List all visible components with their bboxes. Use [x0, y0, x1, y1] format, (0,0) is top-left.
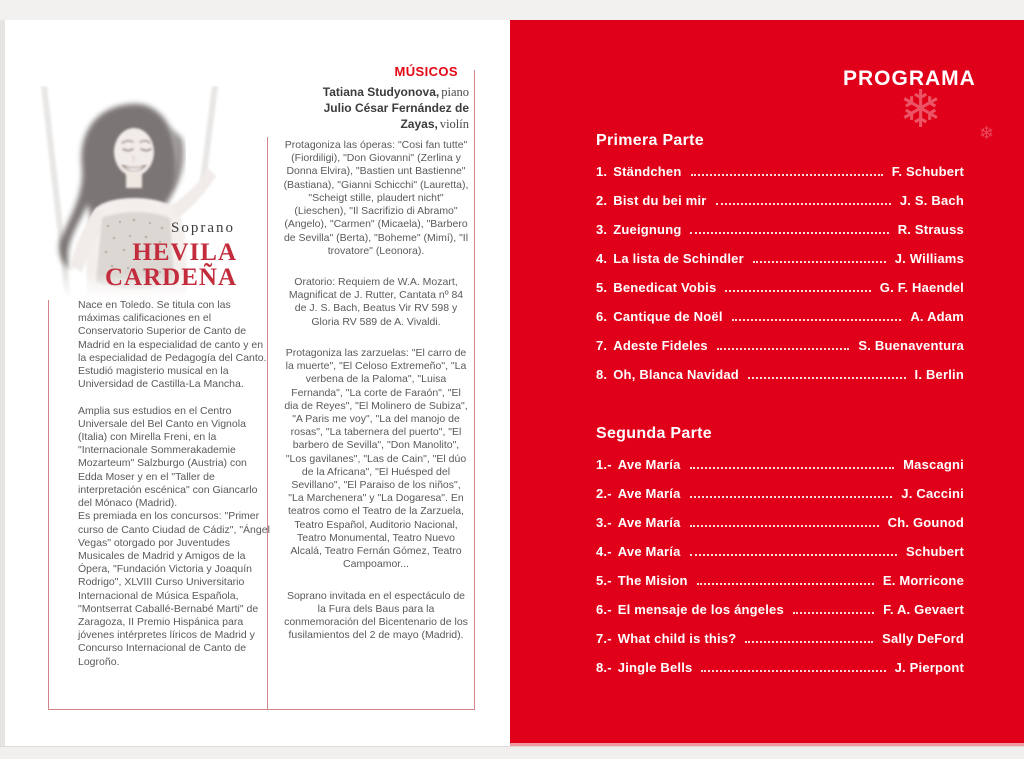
item-composer: F. A. Gevaert: [883, 602, 964, 617]
performer-instrument: violín: [439, 117, 469, 131]
musicians-heading: MÚSICOS: [394, 64, 458, 79]
divider-bio-left: [48, 300, 49, 709]
scan-margin-bottom: [0, 746, 1024, 759]
dotted-leader: [745, 641, 873, 643]
item-title: Cantique de Noël: [613, 309, 723, 324]
dotted-leader: [793, 612, 874, 614]
bio-paragraph: Nace en Toledo. Se titula con las máximas calificaciones en el Conservatorio Superior de Canto de Madrid en la especialidad de canto y en la especialidad de Pedagogía del Canto. Estudió magisterio musical en la Universidad de Castilla-La Mancha.: [78, 299, 267, 391]
section-heading: Primera Parte: [596, 132, 704, 149]
bio-paragraph: Es premiada en los concursos: "Primer curso de Canto Ciudad de Cádiz", "Ángel Vegas" otorgado por Juventudes Musicales de Madrid y Amigos de la Ópera, "Fundación Victoria y Joaquín Rodrigo", XLVIII Curso Universitario Internacional de Música Española, "Montserrat Caballé-Bernabé Marti" de Zaragoza, II Premio Hispánica para jóvenes intérpretes líricos de Madrid y Concurso Internacional de Canto de Logroño.: [78, 510, 270, 668]
item-number: 2.-: [596, 486, 612, 501]
repertoire-paragraph: Protagoniza las óperas: "Cosi fan tutte" (Fiordiligi), "Don Giovanni" (Zerlina y Donna Elvira), "Bastien unt Bastienne" (Bastiana), "Gianni Schicchi" (Lauretta), "Scheigt stille, plaudert nicht" (Lieschen), "Il Sacrifizio di Abramo" (Angelo), "Carmen" (Micaela), "Barbero de Sevilla" (Berta), "Boheme" (Mimí), "Il trovatore" (Leonora).: [283, 139, 469, 257]
item-number: 2.: [596, 193, 608, 208]
program-item: [596, 223, 964, 237]
item-composer: J. Williams: [894, 251, 964, 266]
item-number: 1.-: [596, 457, 612, 472]
program-item-list: [596, 458, 964, 675]
item-number: 8.: [596, 367, 608, 382]
performer-name: Julio César Fernández de Zayas,: [323, 101, 469, 131]
dotted-leader: [748, 377, 906, 379]
program-item: [596, 281, 964, 295]
dotted-leader: [690, 496, 893, 498]
item-composer: G. F. Haendel: [879, 280, 964, 295]
performer: [283, 100, 469, 132]
item-composer: A. Adam: [910, 309, 964, 324]
item-number: 1.: [596, 164, 608, 179]
artist-name-line2: CARDEÑA: [105, 264, 237, 291]
snowflake-icon: ❄: [979, 123, 995, 144]
dotted-leader: [732, 319, 902, 321]
item-composer: S. Buenaventura: [858, 338, 964, 353]
item-number: 8.-: [596, 660, 612, 675]
item-composer: Mascagni: [903, 457, 964, 472]
divider-bottom: [48, 709, 475, 710]
program-section-primera: [596, 131, 964, 382]
dotted-leader: [690, 525, 879, 527]
program-item: [596, 458, 964, 472]
item-number: 5.-: [596, 573, 612, 588]
program-item: [596, 574, 964, 588]
item-composer: I. Berlin: [914, 367, 964, 382]
item-title: Ave María: [617, 457, 681, 472]
item-title: Benedicat Vobis: [613, 280, 717, 295]
artist-name-line1: HEVILA: [132, 239, 237, 266]
item-composer: E. Morricone: [882, 573, 964, 588]
repertoire-paragraph: Oratorio: Requiem de W.A. Mozart, Magnificat de J. Rutter, Cantata nº 84 de J. S. Bach, Beatus Vir RV 598 y Gloria RV 589 de A. Vivaldi.: [288, 275, 464, 328]
item-number: 3.: [596, 222, 608, 237]
item-title: What child is this?: [617, 631, 737, 646]
performer-name: Tatiana Studyonova,: [322, 85, 440, 99]
bio-paragraph: Amplia sus estudios en el Centro Universale del Bel Canto en Vignola (Italia) con Mirella Freni, en la "Internacionale Sommerakademie Mozarteum" Salzburgo (Austria) con Edda Moser y en el "Taller de interpretación escénica" con Giancarlo del Mónaco (Madrid).: [78, 404, 258, 510]
item-title: Bist du bei mir: [613, 193, 707, 208]
repertoire-paragraph: Protagoniza las zarzuelas: "El carro de la muerte", "El Celoso Extremeño", "La verbena de la Paloma", "Luisa Fernanda", "La corte de Faraón", "El dia de Reyes", "El Molinero de Subiza", "A Paris me voy", "La del manojo de rosas", "La tabernera del puerto", "El barbero de Sevilla", "Don Manolito", "Los gavilanes", "Las de Cain", "El dúo de la Africana", "El Huésped del Sevillano", "El Paraiso de los niños", "La Marchenera" y "La Dogaresa". En teatros como el Teatro de la Zarzuela, Teatro Español, Auditorio Nacional, Teatro Monumental, Teatro Nuevo Alcalá, Teatro Fernán Gómez, Teatro Campoamor...: [284, 346, 468, 571]
bio-column: [78, 299, 270, 669]
item-composer: J. Pierpont: [894, 660, 964, 675]
program-item: [596, 661, 964, 675]
item-composer: R. Strauss: [897, 222, 964, 237]
program-section-segunda: [596, 424, 964, 675]
item-composer: Schubert: [906, 544, 964, 559]
item-composer: J. S. Bach: [899, 193, 964, 208]
dotted-leader: [717, 348, 850, 350]
section-heading: Segunda Parte: [596, 425, 712, 442]
dotted-leader: [701, 670, 885, 672]
item-title: Jingle Bells: [617, 660, 693, 675]
item-composer: Ch. Gounod: [887, 515, 964, 530]
item-title: Ave María: [617, 544, 681, 559]
repertoire-paragraph: Soprano invitada en el espectáculo de la Fura dels Baus para la conmemoración del Bicentenario de los fusilamientos del 2 de mayo (Madrid).: [284, 589, 468, 642]
item-composer: Sally DeFord: [882, 631, 964, 646]
program-page: [510, 20, 1024, 746]
program-item: [596, 368, 964, 382]
item-title: Ave María: [617, 515, 681, 530]
program-item: [596, 310, 964, 324]
program-item: [596, 252, 964, 266]
item-title: Ständchen: [613, 164, 682, 179]
item-number: 7.-: [596, 631, 612, 646]
scan-margin-top: [0, 0, 1024, 20]
divider-page-right: [474, 70, 475, 709]
item-number: 5.: [596, 280, 608, 295]
item-number: 4.-: [596, 544, 612, 559]
item-number: 3.-: [596, 515, 612, 530]
item-title: Adeste Fideles: [613, 338, 708, 353]
soprano-label: Soprano: [171, 220, 235, 236]
program-item: [596, 165, 964, 179]
program-item: [596, 194, 964, 208]
musicians-block: [283, 64, 469, 132]
item-title: The Mision: [617, 573, 688, 588]
program-item: [596, 603, 964, 617]
item-title: El mensaje de los ángeles: [617, 602, 784, 617]
performer: [283, 84, 469, 100]
item-composer: J. Caccini: [901, 486, 964, 501]
dotted-leader: [690, 467, 895, 469]
dotted-leader: [753, 261, 886, 263]
program-item: [596, 339, 964, 353]
dotted-leader: [690, 232, 888, 234]
program-item: [596, 545, 964, 559]
item-number: 4.: [596, 251, 608, 266]
program-item-list: [596, 165, 964, 382]
dotted-leader: [697, 583, 874, 585]
dotted-leader: [691, 174, 883, 176]
item-title: Ave María: [617, 486, 681, 501]
program-item: [596, 632, 964, 646]
item-title: La lista de Schindler: [613, 251, 744, 266]
item-number: 7.: [596, 338, 608, 353]
performer-list: [283, 84, 469, 132]
artist-name: [35, 240, 237, 290]
item-title: Oh, Blanca Navidad: [613, 367, 739, 382]
item-title: Zueignung: [613, 222, 682, 237]
dotted-leader: [716, 203, 891, 205]
scan-margin-left: [0, 20, 5, 746]
snowflake-icon: ❄: [899, 80, 943, 140]
dotted-leader: [725, 290, 870, 292]
program-item: [596, 487, 964, 501]
repertoire-column: [283, 139, 469, 660]
performer-instrument: piano: [441, 85, 469, 99]
program-item: [596, 516, 964, 530]
dotted-leader: [690, 554, 898, 556]
item-composer: F. Schubert: [891, 164, 964, 179]
page-title: PROGRAMA: [843, 67, 976, 90]
item-number: 6.: [596, 309, 608, 324]
item-number: 6.-: [596, 602, 612, 617]
